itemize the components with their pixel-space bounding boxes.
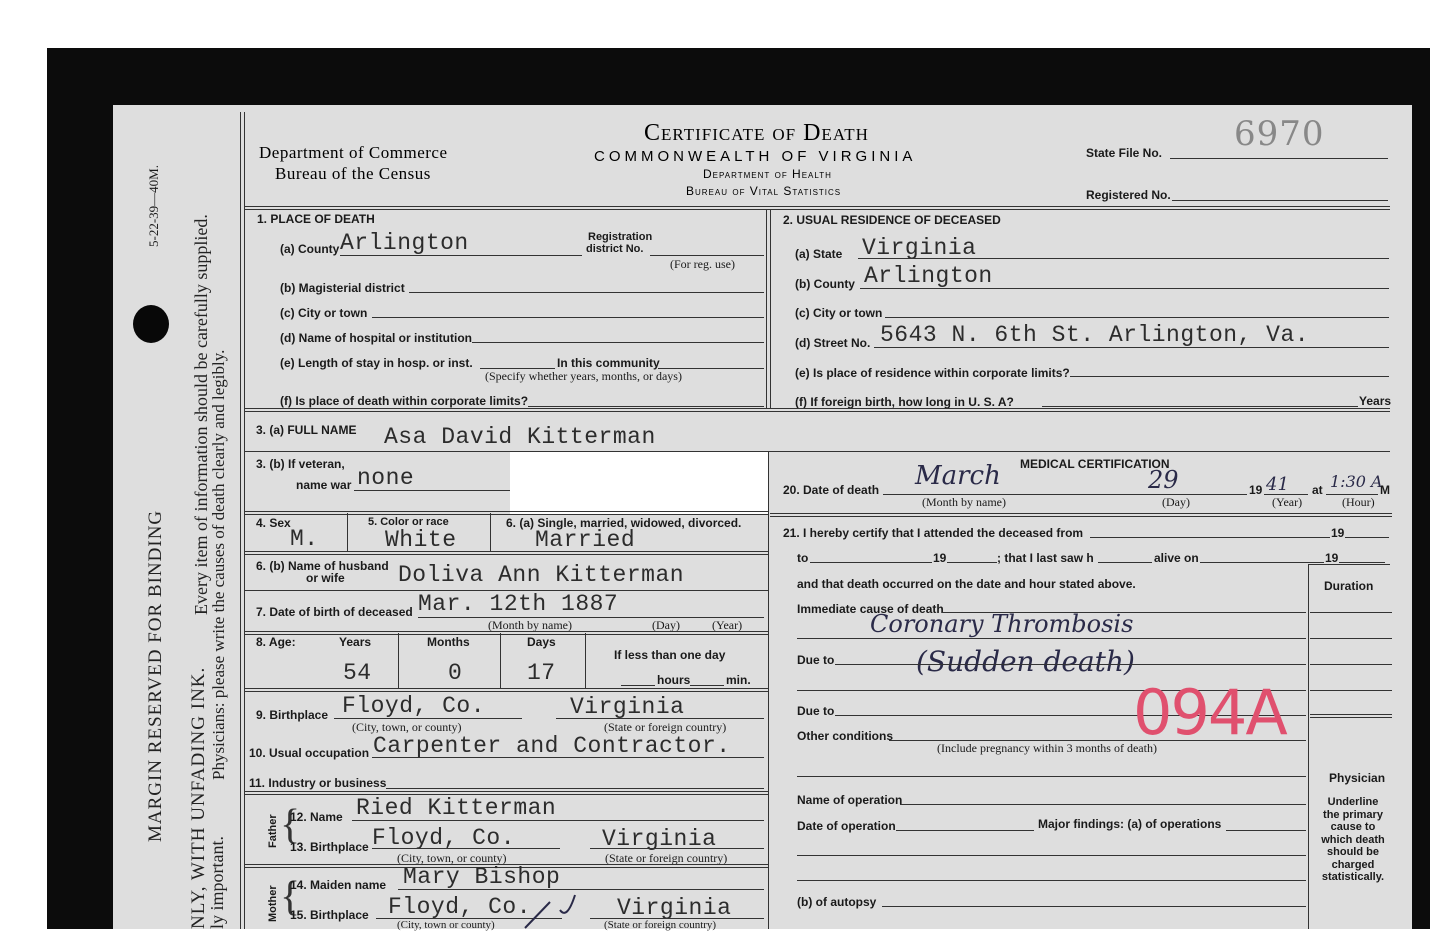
section-rule-3 <box>244 551 768 555</box>
spouse-value: Doliva Ann Kitterman <box>398 562 685 588</box>
residence-county-value: Arlington <box>864 263 993 289</box>
birth-state-line <box>556 718 764 719</box>
father-city-caption: (City, town, or county) <box>397 851 507 865</box>
dod-hour-caption: (Hour) <box>1342 495 1375 509</box>
hospital-label: (d) Name of hospital or institution <box>280 331 472 345</box>
father-birth-state: Virginia <box>602 826 717 852</box>
state-file-label: State File No. <box>1086 146 1163 160</box>
duration-top <box>1308 564 1390 565</box>
mother-label: Mother <box>267 885 279 922</box>
instruction-line-1b: NLY, WITH UNFADING INK. <box>188 666 209 929</box>
residence-state-label: (a) State <box>795 247 843 261</box>
residence-county-line <box>860 288 1389 289</box>
marital-label: 6. (a) Single, married, widowed, divorced. <box>506 516 742 530</box>
age-years-label: Years <box>339 635 372 649</box>
residence-state-value: Virginia <box>862 235 977 261</box>
form-code: 5-22-39—40M. <box>146 165 161 247</box>
findings-line-2 <box>797 855 1306 856</box>
alive-year-line <box>1339 562 1385 563</box>
to-label: to <box>797 551 809 565</box>
residence-county-label: (b) County <box>795 277 855 291</box>
dod-day-value: 29 <box>1148 466 1179 494</box>
sex-divider <box>347 513 348 551</box>
birth-state-value: Virginia <box>570 694 685 720</box>
dod-month-caption: (Month by name) <box>922 495 1006 509</box>
magisterial-line <box>409 292 764 293</box>
community-label: In this community <box>557 356 660 370</box>
place-of-death-heading: 1. PLACE OF DEATH <box>257 212 375 226</box>
autopsy-label: (b) of autopsy <box>797 895 877 909</box>
occurred-text: and that death occurred on the date and hour stated above. <box>797 577 1136 591</box>
age-divider-2 <box>500 633 501 688</box>
mother-birth-state: Virginia <box>617 895 732 921</box>
dept-health: Department of Health <box>703 167 832 181</box>
name-rule <box>244 451 1390 452</box>
instruction-line-2b: ly important. <box>207 836 227 929</box>
duration-line-1 <box>1310 612 1392 613</box>
registration-label: Registration <box>588 231 653 243</box>
residence-state-line <box>858 258 1389 259</box>
full-name-value: Asa David Kitterman <box>384 424 656 450</box>
residence-city-label: (c) City or town <box>795 306 883 320</box>
age-months-label: Months <box>427 635 470 649</box>
min-label: min. <box>726 673 751 687</box>
alive-on-line <box>1200 562 1324 563</box>
due-to-cause-value: (Sudden death) <box>916 645 1135 678</box>
operation-date-line <box>896 830 1034 831</box>
death-county-value: Arlington <box>340 230 469 256</box>
residence-corporate-label: (e) Is place of residence within corporate limits? <box>795 366 1070 380</box>
age-months-value: 0 <box>448 660 463 686</box>
commonwealth-title: COMMONWEALTH OF VIRGINIA <box>594 148 917 165</box>
certificate-title: Certificate of Death <box>644 120 869 146</box>
residence-heading: 2. USUAL RESIDENCE OF DECEASED <box>783 213 1001 227</box>
foreign-birth-label: (f) If foreign birth, how long in U. S. A? <box>795 395 1014 409</box>
father-name-label: 12. Name <box>290 810 343 824</box>
alive-on-label: alive on <box>1154 551 1199 565</box>
form-left-rule <box>240 112 241 929</box>
sex-label: 4. Sex <box>256 516 291 530</box>
residence-city-line <box>885 317 1389 318</box>
industry-line <box>386 788 764 789</box>
hospital-line <box>472 342 764 343</box>
duration-divider <box>1308 564 1309 929</box>
punch-hole <box>133 305 169 343</box>
hours-label: hours <box>657 673 691 687</box>
redaction-block <box>510 452 769 514</box>
birth-state-caption: (State or foreign country) <box>604 720 727 734</box>
dod-day-caption: (Day) <box>1162 495 1190 509</box>
dob-day-caption: (Day) <box>652 618 680 632</box>
registered-line <box>1172 200 1388 201</box>
death-city-label: (c) City or town <box>280 306 368 320</box>
duration-line-3 <box>1310 664 1392 665</box>
death-corporate-line <box>528 406 764 407</box>
section-rule-2 <box>244 511 768 515</box>
min-line <box>690 685 724 686</box>
duration-line-2 <box>1310 638 1392 639</box>
death-corporate-label: (f) Is place of death within corporate limits? <box>280 394 529 408</box>
age-divider-1 <box>398 633 399 688</box>
years-label: Years <box>1359 394 1392 408</box>
dob-year-caption: (Year) <box>712 618 743 632</box>
autopsy-line <box>882 906 1306 907</box>
column-divider-2 <box>770 210 771 408</box>
findings-line <box>1226 830 1306 831</box>
conditions-line-2 <box>797 776 1306 777</box>
dod-label: 20. Date of death <box>783 483 880 497</box>
father-birth-city: Floyd, Co. <box>372 825 516 851</box>
immediate-cause-label: Immediate cause of death <box>797 602 944 616</box>
street-value: 5643 N. 6th St. Arlington, Va. <box>880 322 1310 348</box>
less-than-day-label: If less than one day <box>614 648 726 662</box>
hours-line <box>621 685 655 686</box>
other-conditions-label: Other conditions <box>797 729 893 743</box>
section-rule-5 <box>244 688 768 692</box>
state-file-line <box>1170 158 1388 159</box>
dod-m: M <box>1380 483 1390 497</box>
spouse-label-2: or wife <box>306 571 345 585</box>
age-divider-3 <box>585 633 586 688</box>
mother-birthplace-label: 15. Birthplace <box>290 908 369 922</box>
birthplace-label: 9. Birthplace <box>256 708 329 722</box>
last-saw-label: ; that I last saw h <box>997 551 1094 565</box>
section-rule-4 <box>244 631 768 635</box>
veteran-label: 3. (b) If veteran, <box>256 457 345 471</box>
operation-date-label: Date of operation <box>797 819 896 833</box>
mother-state-caption: (State or foreign country) <box>604 919 717 931</box>
dob-month-caption: (Month by name) <box>488 618 572 632</box>
father-name-line <box>352 820 764 821</box>
street-label: (d) Street No. <box>795 336 871 350</box>
certify-line <box>1090 537 1330 538</box>
findings-line-3 <box>797 880 1306 881</box>
certify-year-line <box>1345 537 1389 538</box>
to-line <box>810 562 932 563</box>
alive-19: 19 <box>1325 551 1339 565</box>
father-label: Father <box>267 814 279 848</box>
birth-city-caption: (City, town, or county) <box>352 720 462 734</box>
dod-year-value: 41 <box>1266 474 1289 495</box>
underline-note: Underline the primary cause to which death should be charged statistically. <box>1321 796 1385 883</box>
mother-birth-city: Floyd, Co. <box>388 894 532 920</box>
marital-value: Married <box>535 527 636 553</box>
veteran-war-label: name war <box>296 478 352 492</box>
mother-city-caption: (City, town or county) <box>397 919 495 931</box>
county-line <box>340 255 582 256</box>
dept-commerce: Department of Commerce <box>259 143 448 162</box>
stay-label: (e) Length of stay in hosp. or inst. <box>280 356 473 370</box>
father-birthplace-label: 13. Birthplace <box>290 840 369 854</box>
dob-value: Mar. 12th 1887 <box>418 591 619 617</box>
county-label: (a) County <box>280 242 340 256</box>
bureau-vital-statistics: Bureau of Vital Statistics <box>686 184 842 198</box>
death-city-line <box>372 317 764 318</box>
reg-use-note: (For reg. use) <box>670 257 735 271</box>
specify-note: (Specify whether years, months, or days) <box>485 369 682 383</box>
certificate-paper <box>113 105 1412 929</box>
mother-name-value: Mary Bishop <box>403 864 561 890</box>
state-file-number: 6970 <box>1234 114 1325 154</box>
father-brace: { <box>280 802 301 848</box>
instruction-line-1: Every item of information should be carefully supplied. <box>191 214 211 615</box>
veteran-value: none <box>357 465 415 491</box>
column-divider <box>766 210 767 408</box>
immediate-cause-value: Coronary Thrombosis <box>870 610 1134 638</box>
street-line <box>874 347 1389 348</box>
veteran-line <box>354 490 510 491</box>
age-years-value: 54 <box>343 660 372 686</box>
certify-text: 21. I hereby certify that I attended the deceased from <box>783 526 1084 540</box>
mother-brace: { <box>280 874 301 920</box>
full-name-label: 3. (a) FULL NAME <box>256 423 357 437</box>
father-bp-state-line <box>590 848 764 849</box>
age-label: 8. Age: <box>256 635 296 649</box>
color-value: White <box>385 527 457 553</box>
pen-mark <box>505 890 595 929</box>
age-days-label: Days <box>527 635 556 649</box>
sex-value: M. <box>290 526 319 552</box>
certify-19: 19 <box>1331 526 1345 540</box>
foreign-birth-line <box>1042 406 1358 407</box>
occupation-label: 10. Usual occupation <box>249 746 370 760</box>
residence-corporate-line <box>1070 376 1389 377</box>
binding-note: MARGIN RESERVED FOR BINDING <box>145 509 166 842</box>
occupation-value: Carpenter and Contractor. <box>373 733 731 759</box>
dod-at: at <box>1312 483 1323 497</box>
last-saw-line <box>1098 562 1152 563</box>
duration-line-4 <box>1310 690 1392 691</box>
to-year-line <box>947 562 997 563</box>
father-name-value: Ried Kitterman <box>356 795 557 821</box>
due-to-label-2: Due to <box>797 704 835 718</box>
medical-heading: MEDICAL CERTIFICATION <box>1020 457 1170 471</box>
birth-city-value: Floyd, Co. <box>342 693 486 719</box>
dod-hour-value: 1:30 A <box>1330 472 1383 491</box>
operation-name-label: Name of operation <box>797 793 903 807</box>
dob-label: 7. Date of birth of deceased <box>256 605 413 619</box>
duration-line-5 <box>1310 714 1392 718</box>
findings-label: Major findings: (a) of operations <box>1038 817 1222 831</box>
section-rule-1 <box>244 408 1390 412</box>
immediate-line-2 <box>797 638 1306 639</box>
district-label: district No. <box>586 243 644 255</box>
age-days-value: 17 <box>527 660 556 686</box>
cause-code: 094A <box>1133 676 1286 749</box>
form-left-rule-2 <box>244 112 245 929</box>
maiden-name-label: 14. Maiden name <box>290 878 387 892</box>
pregnancy-note: (Include pregnancy within 3 months of death) <box>937 741 1157 755</box>
due-to-label-1: Due to <box>797 653 835 667</box>
to-19: 19 <box>933 551 947 565</box>
operation-name-line <box>900 804 1306 805</box>
duration-label: Duration <box>1324 579 1374 593</box>
instruction-line-2: Physicians: please write the causes of death clearly and legibly. <box>209 349 228 780</box>
father-state-caption: (State or foreign country) <box>605 851 728 865</box>
color-divider <box>490 513 491 551</box>
dod-month-value: March <box>915 461 1001 491</box>
physician-label: Physician <box>1329 771 1386 785</box>
occupation-line <box>372 757 764 758</box>
due-to-line-1 <box>835 664 1306 665</box>
father-bp-city-line <box>372 848 560 849</box>
medical-rule-1 <box>770 513 1392 517</box>
bureau-census: Bureau of the Census <box>275 164 431 183</box>
district-line <box>650 255 764 256</box>
color-label: 5. Color or race <box>368 516 449 528</box>
magisterial-label: (b) Magisterial district <box>280 281 405 295</box>
dod-year-caption: (Year) <box>1272 495 1303 509</box>
registered-label: Registered No. <box>1086 188 1171 202</box>
birth-city-line <box>334 718 522 719</box>
dod-year-prefix: 19 <box>1249 483 1263 497</box>
header-rule <box>244 206 1390 210</box>
spouse-label: 6. (b) Name of husband <box>256 559 389 573</box>
column-divider-lower <box>768 452 769 929</box>
industry-label: 11. Industry or business <box>249 776 387 790</box>
